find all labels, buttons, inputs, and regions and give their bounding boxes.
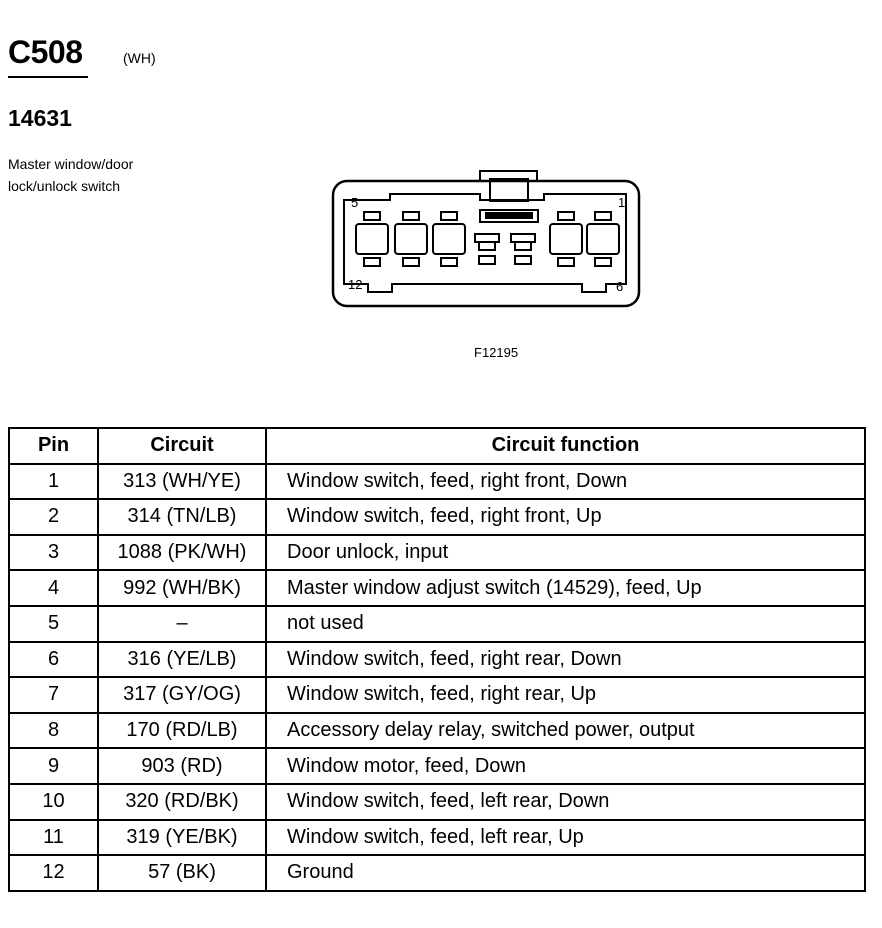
table-row [9, 570, 865, 606]
table-row [9, 535, 865, 571]
part-number: 14631 [8, 105, 72, 131]
pin-cell: 6 [9, 642, 98, 678]
connector-id-underline [8, 76, 88, 78]
table-row [9, 855, 865, 891]
table-row [9, 820, 865, 856]
pin-cell: 8 [9, 713, 98, 749]
circuit-cell: 903 (RD) [98, 748, 266, 784]
terminal-cavity-3 [433, 212, 465, 266]
circuit-cell: 992 (WH/BK) [98, 570, 266, 606]
circuit-function-cell: Master window adjust switch (14529), feed, Up [266, 570, 865, 606]
circuit-function-cell: Window switch, feed, right front, Up [266, 499, 865, 535]
pin-cell: 12 [9, 855, 98, 891]
connector-face-diagram [330, 168, 642, 310]
pin-table-header-row [9, 428, 865, 464]
header-circuit: Circuit [98, 428, 266, 464]
circuit-function-cell: not used [266, 606, 865, 642]
terminal-cavity-6 [550, 212, 582, 266]
header-circuit-function: Circuit function [266, 428, 865, 464]
circuit-cell: 319 (YE/BK) [98, 820, 266, 856]
pin-cell: 3 [9, 535, 98, 571]
table-row [9, 642, 865, 678]
table-row [9, 748, 865, 784]
circuit-function-cell: Window motor, feed, Down [266, 748, 865, 784]
circuit-cell: 317 (GY/OG) [98, 677, 266, 713]
circuit-function-cell: Accessory delay relay, switched power, output [266, 713, 865, 749]
circuit-cell: 170 (RD/LB) [98, 713, 266, 749]
terminal-cavity-2 [395, 212, 427, 266]
circuit-function-cell: Window switch, feed, right rear, Up [266, 677, 865, 713]
table-row [9, 606, 865, 642]
circuit-function-cell: Ground [266, 855, 865, 891]
pin-cell: 2 [9, 499, 98, 535]
circuit-function-cell: Window switch, feed, left rear, Up [266, 820, 865, 856]
pin-label-12: 12 [348, 277, 363, 292]
terminal-cavity-5 [511, 234, 535, 264]
terminal-cavity-7 [587, 212, 619, 266]
pin-label-6: 6 [616, 279, 624, 294]
pin-cell: 5 [9, 606, 98, 642]
terminal-cavity-1 [356, 212, 388, 266]
header-pin: Pin [9, 428, 98, 464]
connector-color: (WH) [123, 50, 156, 66]
circuit-cell: 320 (RD/BK) [98, 784, 266, 820]
description-line-1: Master window/door [8, 156, 134, 172]
pin-cell: 11 [9, 820, 98, 856]
circuit-cell: 57 (BK) [98, 855, 266, 891]
pin-table [8, 427, 866, 892]
description-line-2: lock/unlock switch [8, 178, 121, 194]
figure-id: F12195 [474, 345, 519, 360]
circuit-function-cell: Window switch, feed, right rear, Down [266, 642, 865, 678]
pin-cell: 1 [9, 464, 98, 500]
connector-key-slot-inner [486, 213, 532, 218]
circuit-function-cell: Door unlock, input [266, 535, 865, 571]
table-row [9, 784, 865, 820]
connector-id: C508 [8, 34, 83, 70]
terminal-cavity-4 [475, 234, 499, 264]
circuit-cell: 316 (YE/LB) [98, 642, 266, 678]
pin-cell: 10 [9, 784, 98, 820]
table-row [9, 677, 865, 713]
pin-cell: 9 [9, 748, 98, 784]
circuit-cell: 314 (TN/LB) [98, 499, 266, 535]
pin-cell: 7 [9, 677, 98, 713]
circuit-cell: – [98, 606, 266, 642]
circuit-cell: 1088 (PK/WH) [98, 535, 266, 571]
connector-latch-window [490, 179, 528, 201]
table-row [9, 713, 865, 749]
circuit-function-cell: Window switch, feed, right front, Down [266, 464, 865, 500]
circuit-cell: 313 (WH/YE) [98, 464, 266, 500]
circuit-function-cell: Window switch, feed, left rear, Down [266, 784, 865, 820]
pin-label-1: 1 [618, 195, 626, 210]
pin-cell: 4 [9, 570, 98, 606]
table-row [9, 499, 865, 535]
table-row [9, 464, 865, 500]
pin-label-5: 5 [351, 195, 359, 210]
connector-description [8, 153, 133, 197]
